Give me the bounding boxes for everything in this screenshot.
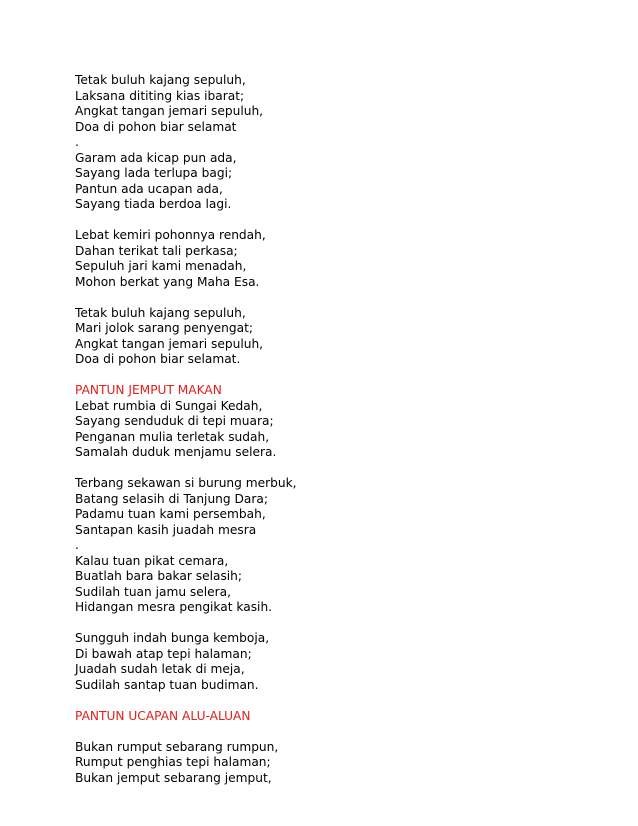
poem-line: Sepuluh jari kami menadah, (75, 259, 247, 273)
poem-line: Angkat tangan jemari sepuluh, (75, 336, 264, 351)
poem-line: Juadah sudah letak di meja, (75, 662, 245, 676)
stanza (75, 228, 615, 290)
stanza (75, 740, 615, 787)
poem-line: Pantun ada ucapan ada, (75, 181, 223, 196)
stanza-gap (75, 290, 615, 306)
poem-line: Padamu tuan kami persembah, (75, 507, 266, 521)
stanza (75, 476, 615, 554)
stanza (75, 631, 615, 693)
poem-line: Sayang senduduk di tepi muara; (75, 414, 274, 428)
poem-line: Tetak buluh kajang sepuluh, (75, 305, 246, 320)
poem-line: Sudilah tuan jamu selera, (75, 584, 232, 599)
poem-line: Sayang lada terlupa bagi; (75, 166, 233, 180)
poem-line: Terbang sekawan si burung merbuk, (75, 476, 297, 490)
stanza-gap (75, 724, 615, 740)
poem-line: Sayang tiada berdoa lagi. (75, 197, 232, 211)
stanza-gap (75, 368, 615, 384)
poem-line: Laksana dititing kias ibarat; (75, 88, 245, 103)
poem-line: Di bawah atap tepi halaman; (75, 646, 252, 661)
poem-line: Lebat kemiri pohonnya rendah, (75, 228, 266, 242)
poem-line: Lebat rumbia di Sungai Kedah, (75, 398, 263, 413)
poem-line: Rumput penghias tepi halaman; (75, 755, 271, 769)
poem-line: Bukan rumput sebarang rumpun, (75, 739, 279, 754)
section-heading-jemput-makan: PANTUN JEMPUT MAKAN (75, 383, 222, 397)
poem-line: Dahan terikat tali perkasa; (75, 243, 238, 258)
stanza-gap (75, 213, 615, 229)
stanza (75, 73, 615, 151)
stanza (75, 306, 615, 368)
document-page (75, 73, 615, 786)
stanza (75, 151, 615, 213)
poem-line: Batang selasih di Tanjung Dara; (75, 491, 268, 506)
poem-line: Sudilah santap tuan budiman. (75, 677, 259, 692)
poem-line: Doa di pohon biar selamat. (75, 352, 241, 366)
poem-line: Bukan jemput sebarang jemput, (75, 770, 272, 785)
poem-line: Doa di pohon biar selamat (75, 119, 237, 134)
stanza (75, 399, 615, 461)
poem-line: Angkat tangan jemari sepuluh, (75, 104, 264, 118)
poem-line: Mohon berkat yang Maha Esa. (75, 274, 260, 289)
poem-line: . (75, 135, 79, 149)
poem-line: Hidangan mesra pengikat kasih. (75, 600, 273, 614)
stanza-gap (75, 693, 615, 709)
stanza (75, 554, 615, 616)
poem-line: . (75, 538, 79, 552)
poem-line: Samalah duduk menjamu selera. (75, 445, 277, 459)
poem-line: Sungguh indah bunga kemboja, (75, 631, 270, 645)
section-heading-alu-aluan: PANTUN UCAPAN ALU-ALUAN (75, 708, 251, 723)
poem-line: Kalau tuan pikat cemara, (75, 553, 229, 568)
stanza-gap (75, 461, 615, 477)
poem-line: Mari jolok sarang penyengat; (75, 321, 253, 335)
poem-line: Penganan mulia terletak sudah, (75, 429, 270, 444)
stanza-gap (75, 616, 615, 632)
poem-line: Tetak buluh kajang sepuluh, (75, 73, 246, 87)
poem-line: Garam ada kicap pun ada, (75, 150, 237, 165)
poem-line: Buatlah bara bakar selasih; (75, 569, 243, 583)
poem-line: Santapan kasih juadah mesra (75, 522, 257, 537)
